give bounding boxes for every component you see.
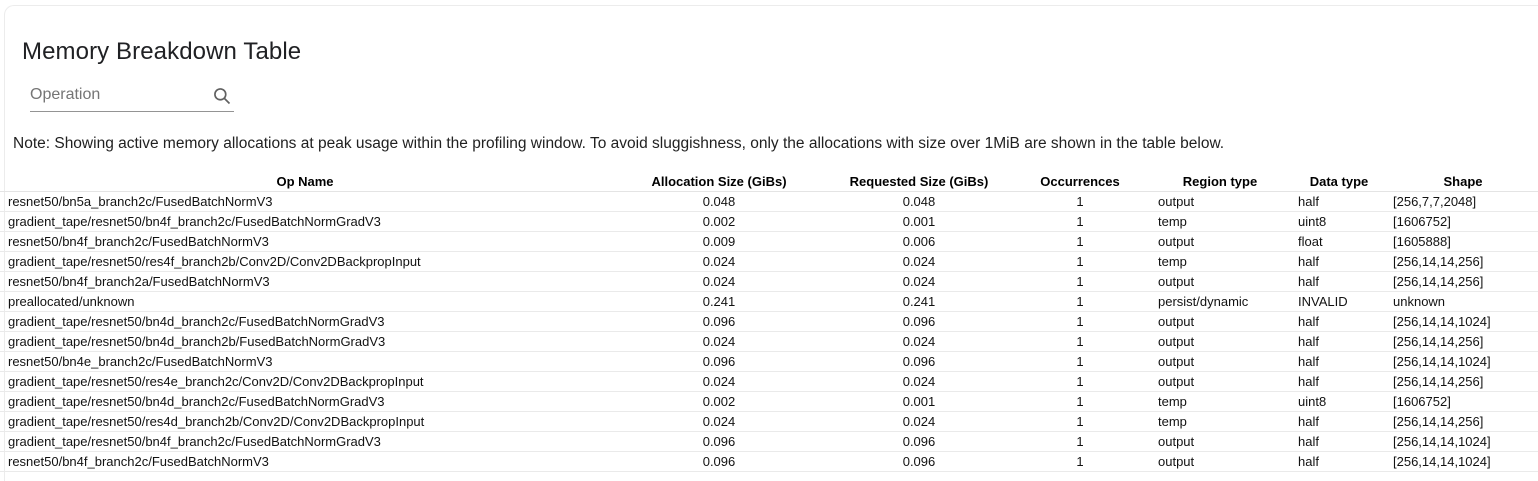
cell-occurrences: 1: [1010, 312, 1150, 332]
cell-data-type: INVALID: [1290, 292, 1388, 312]
cell-allocation-size: 0.096: [610, 312, 828, 332]
cell-shape: unknown: [1388, 292, 1538, 312]
cell-requested-size: 0.006: [828, 232, 1010, 252]
cell-shape: [256,14,14,1024]: [1388, 452, 1538, 472]
note-text: Note: Showing active memory allocations at peak usage within the profiling window. To avoid sluggishness, only the allocations with size over 1MiB are shown in the table below.: [13, 135, 1225, 152]
cell-shape: [256,14,14,1024]: [1388, 312, 1538, 332]
cell-op-name: gradient_tape/resnet50/bn4f_branch2c/FusedBatchNormGradV3: [0, 432, 610, 452]
cell-requested-size: 0.096: [828, 312, 1010, 332]
cell-allocation-size: 0.002: [610, 212, 828, 232]
cell-shape: [256,7,7,2048]: [1388, 192, 1538, 212]
table-row[interactable]: [0, 272, 1538, 292]
table-row[interactable]: [0, 252, 1538, 272]
cell-op-name: gradient_tape/resnet50/bn4f_branch2c/FusedBatchNormGradV3: [0, 212, 610, 232]
cell-occurrences: 1: [1010, 292, 1150, 312]
cell-region-type: output: [1150, 312, 1290, 332]
table-row[interactable]: [0, 212, 1538, 232]
cell-region-type: output: [1150, 192, 1290, 212]
cell-op-name: gradient_tape/resnet50/res4d_branch2b/Conv2D/Conv2DBackpropInput: [0, 412, 610, 432]
table-row[interactable]: [0, 372, 1538, 392]
cell-data-type: half: [1290, 332, 1388, 352]
cell-data-type: half: [1290, 312, 1388, 332]
cell-allocation-size: 0.024: [610, 272, 828, 292]
cell-occurrences: 1: [1010, 432, 1150, 452]
cell-allocation-size: 0.024: [610, 372, 828, 392]
cell-op-name: resnet50/bn4f_branch2a/FusedBatchNormV3: [0, 272, 610, 292]
cell-occurrences: 1: [1010, 332, 1150, 352]
cell-requested-size: 0.024: [828, 412, 1010, 432]
cell-data-type: half: [1290, 452, 1388, 472]
cell-occurrences: 1: [1010, 232, 1150, 252]
cell-allocation-size: 0.241: [610, 292, 828, 312]
cell-op-name: resnet50/bn4e_branch2c/FusedBatchNormV3: [0, 352, 610, 372]
cell-occurrences: 1: [1010, 372, 1150, 392]
table-row[interactable]: [0, 192, 1538, 212]
cell-requested-size: 0.096: [828, 432, 1010, 452]
cell-op-name: gradient_tape/resnet50/bn4d_branch2b/FusedBatchNormGradV3: [0, 332, 610, 352]
cell-requested-size: 0.024: [828, 332, 1010, 352]
column-header-op-name[interactable]: Op Name: [0, 172, 610, 192]
search-input[interactable]: [30, 84, 202, 106]
cell-data-type: half: [1290, 272, 1388, 292]
column-header-requested-size[interactable]: Requested Size (GiBs): [828, 172, 1010, 192]
cell-op-name: resnet50/bn4f_branch2c/FusedBatchNormV3: [0, 232, 610, 252]
cell-region-type: output: [1150, 352, 1290, 372]
cell-requested-size: 0.096: [828, 352, 1010, 372]
cell-region-type: temp: [1150, 212, 1290, 232]
cell-allocation-size: 0.009: [610, 232, 828, 252]
table-row[interactable]: [0, 412, 1538, 432]
cell-op-name: preallocated/unknown: [0, 292, 610, 312]
cell-shape: [256,14,14,256]: [1388, 332, 1538, 352]
table-row[interactable]: [0, 432, 1538, 452]
cell-occurrences: 1: [1010, 192, 1150, 212]
cell-data-type: half: [1290, 372, 1388, 392]
table-row[interactable]: [0, 332, 1538, 352]
cell-allocation-size: 0.024: [610, 332, 828, 352]
cell-occurrences: 1: [1010, 392, 1150, 412]
cell-data-type: half: [1290, 352, 1388, 372]
cell-shape: [256,14,14,256]: [1388, 372, 1538, 392]
cell-op-name: resnet50/bn4f_branch2c/FusedBatchNormV3: [0, 452, 610, 472]
cell-data-type: float: [1290, 232, 1388, 252]
cell-region-type: persist/dynamic: [1150, 292, 1290, 312]
cell-region-type: output: [1150, 272, 1290, 292]
cell-region-type: output: [1150, 372, 1290, 392]
cell-shape: [256,14,14,256]: [1388, 272, 1538, 292]
cell-op-name: gradient_tape/resnet50/res4f_branch2b/Conv2D/Conv2DBackpropInput: [0, 252, 610, 272]
cell-shape: [256,14,14,256]: [1388, 252, 1538, 272]
cell-region-type: output: [1150, 432, 1290, 452]
cell-occurrences: 1: [1010, 412, 1150, 432]
cell-data-type: half: [1290, 412, 1388, 432]
cell-occurrences: 1: [1010, 212, 1150, 232]
cell-data-type: half: [1290, 192, 1388, 212]
cell-region-type: output: [1150, 452, 1290, 472]
cell-shape: [1606752]: [1388, 212, 1538, 232]
cell-data-type: uint8: [1290, 392, 1388, 412]
table-row[interactable]: [0, 352, 1538, 372]
cell-op-name: gradient_tape/resnet50/bn4d_branch2c/FusedBatchNormGradV3: [0, 312, 610, 332]
cell-requested-size: 0.024: [828, 252, 1010, 272]
cell-requested-size: 0.024: [828, 372, 1010, 392]
cell-allocation-size: 0.096: [610, 452, 828, 472]
column-header-allocation-size[interactable]: Allocation Size (GiBs): [610, 172, 828, 192]
cell-occurrences: 1: [1010, 352, 1150, 372]
cell-shape: [1605888]: [1388, 232, 1538, 252]
table-row[interactable]: [0, 312, 1538, 332]
column-header-data-type[interactable]: Data type: [1290, 172, 1388, 192]
table-row[interactable]: [0, 292, 1538, 312]
cell-region-type: output: [1150, 332, 1290, 352]
cell-requested-size: 0.001: [828, 392, 1010, 412]
page-title: Memory Breakdown Table: [22, 38, 302, 66]
cell-op-name: gradient_tape/resnet50/bn4d_branch2c/FusedBatchNormGradV3: [0, 392, 610, 412]
memory-breakdown-table: [0, 172, 1538, 472]
cell-occurrences: 1: [1010, 252, 1150, 272]
cell-allocation-size: 0.024: [610, 412, 828, 432]
cell-data-type: uint8: [1290, 212, 1388, 232]
column-header-occurrences[interactable]: Occurrences: [1010, 172, 1150, 192]
cell-shape: [1606752]: [1388, 392, 1538, 412]
cell-op-name: gradient_tape/resnet50/res4e_branch2c/Conv2D/Conv2DBackpropInput: [0, 372, 610, 392]
cell-region-type: temp: [1150, 412, 1290, 432]
cell-occurrences: 1: [1010, 452, 1150, 472]
search-icon: [212, 86, 232, 106]
cell-shape: [256,14,14,1024]: [1388, 432, 1538, 452]
cell-allocation-size: 0.096: [610, 432, 828, 452]
operation-search-field[interactable]: [30, 84, 234, 112]
table-row[interactable]: [0, 232, 1538, 252]
table-header-row: [0, 172, 1538, 192]
cell-op-name: resnet50/bn5a_branch2c/FusedBatchNormV3: [0, 192, 610, 212]
cell-allocation-size: 0.024: [610, 252, 828, 272]
cell-region-type: output: [1150, 232, 1290, 252]
cell-requested-size: 0.024: [828, 272, 1010, 292]
column-header-shape[interactable]: Shape: [1388, 172, 1538, 192]
cell-region-type: temp: [1150, 252, 1290, 272]
cell-allocation-size: 0.048: [610, 192, 828, 212]
cell-requested-size: 0.241: [828, 292, 1010, 312]
cell-allocation-size: 0.096: [610, 352, 828, 372]
cell-requested-size: 0.048: [828, 192, 1010, 212]
cell-region-type: temp: [1150, 392, 1290, 412]
cell-occurrences: 1: [1010, 272, 1150, 292]
cell-requested-size: 0.096: [828, 452, 1010, 472]
column-header-region-type[interactable]: Region type: [1150, 172, 1290, 192]
cell-shape: [256,14,14,256]: [1388, 412, 1538, 432]
cell-requested-size: 0.001: [828, 212, 1010, 232]
memory-table-body: [0, 192, 1538, 472]
cell-data-type: half: [1290, 432, 1388, 452]
table-row[interactable]: [0, 392, 1538, 412]
table-row[interactable]: [0, 452, 1538, 472]
cell-shape: [256,14,14,1024]: [1388, 352, 1538, 372]
cell-allocation-size: 0.002: [610, 392, 828, 412]
cell-data-type: half: [1290, 252, 1388, 272]
